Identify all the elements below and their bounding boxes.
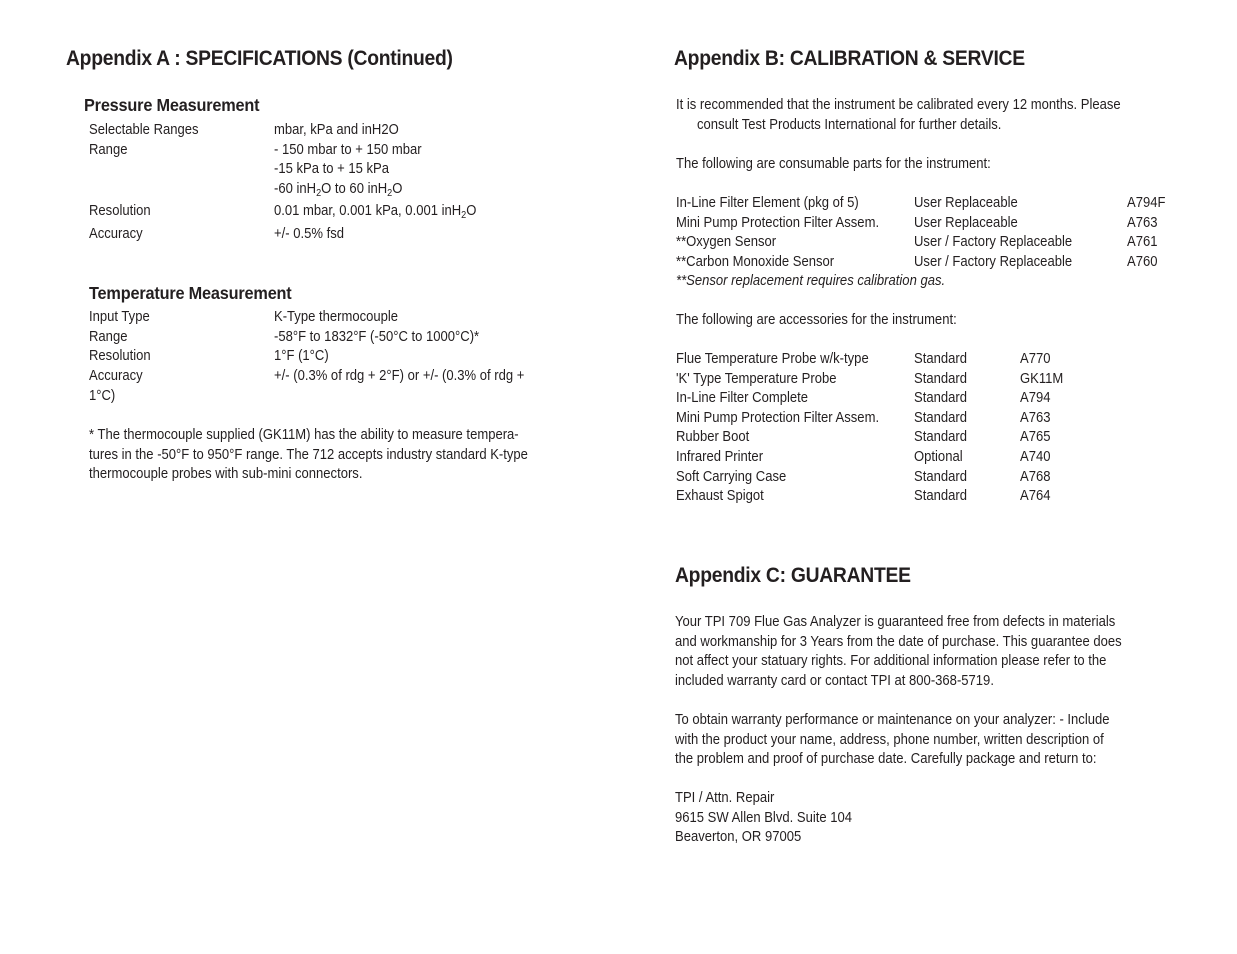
pressure-resolution-value: 0.01 mbar, 0.001 kPa, 0.001 inH$_2$O bbox=[274, 203, 477, 221]
appendix-a-title: Appendix A : SPECIFICATIONS (Continued) bbox=[66, 47, 453, 70]
accessory-part: A770 bbox=[1020, 351, 1051, 367]
temperature-row-label: Resolution bbox=[89, 348, 151, 364]
pressure-accuracy-label: Accuracy bbox=[89, 226, 143, 242]
accessories-intro: The following are accessories for the instrument: bbox=[676, 312, 957, 328]
guarantee-line: the problem and proof of purchase date. Carefully package and return to: bbox=[675, 751, 1097, 768]
accessory-part: A794 bbox=[1020, 390, 1051, 407]
accessory-name: 'K' Type Temperature Probe bbox=[676, 370, 837, 387]
consumable-name: In-Line Filter Element (pkg of 5) bbox=[676, 195, 859, 211]
footnote-line: tures in the -50°F to 950°F range. The 712 accepts industry standard K-type bbox=[89, 446, 528, 463]
consumable-name: **Carbon Monoxide Sensor bbox=[676, 253, 835, 270]
footnote-line: thermocouple probes with sub-mini connectors. bbox=[89, 466, 363, 483]
consumable-part: A761 bbox=[1127, 234, 1158, 251]
consumable-part: A760 bbox=[1127, 253, 1158, 270]
temperature-row-value: 1°F (1°C) bbox=[274, 348, 329, 364]
accessory-type: Standard bbox=[914, 390, 967, 407]
pressure-resolution-label: Resolution bbox=[89, 203, 151, 219]
accessory-name: Mini Pump Protection Filter Assem. bbox=[676, 409, 880, 426]
consumables-note: **Sensor replacement requires calibration gas. bbox=[676, 273, 946, 289]
consumable-part: A794F bbox=[1127, 195, 1166, 211]
calibration-intro-line-1: It is recommended that the instrument be calibrated every 12 months. Please bbox=[676, 97, 1121, 113]
appendix-c-title: Appendix C: GUARANTEE bbox=[675, 564, 911, 587]
footnote-line: * The thermocouple supplied (GK11M) has the ability to measure tempera- bbox=[89, 427, 519, 443]
accessory-part: GK11M bbox=[1020, 370, 1064, 387]
temperature-row-label: Input Type bbox=[89, 309, 150, 325]
consumable-part: A763 bbox=[1127, 214, 1158, 231]
accessory-part: A740 bbox=[1020, 449, 1051, 465]
address-line: Beaverton, OR 97005 bbox=[675, 829, 802, 846]
address-line: 9615 SW Allen Blvd. Suite 104 bbox=[675, 809, 853, 826]
accessory-name: Exhaust Spigot bbox=[676, 488, 764, 505]
consumable-type: User / Factory Replaceable bbox=[914, 234, 1073, 251]
pressure-range-value-1: - 150 mbar to + 150 mbar bbox=[274, 142, 422, 158]
accessory-part: A764 bbox=[1020, 488, 1051, 505]
appendix-b-title: Appendix B: CALIBRATION & SERVICE bbox=[674, 47, 1025, 70]
left-page bbox=[0, 0, 618, 954]
accessory-name: Soft Carrying Case bbox=[676, 468, 787, 485]
temperature-accuracy-wrap: 1°C) bbox=[89, 388, 116, 404]
accessory-type: Standard bbox=[914, 370, 967, 387]
accessory-name: Infrared Printer bbox=[676, 449, 764, 465]
accessory-type: Standard bbox=[914, 429, 967, 446]
pressure-range-value-2: -15 kPa to + 15 kPa bbox=[274, 161, 389, 177]
accessory-name: Flue Temperature Probe w/k-type bbox=[676, 351, 869, 367]
right-page bbox=[618, 0, 1237, 954]
temperature-row-label: Range bbox=[89, 329, 128, 345]
consumable-type: User Replaceable bbox=[914, 195, 1018, 211]
guarantee-line: Your TPI 709 Flue Gas Analyzer is guaranteed free from defects in materials bbox=[675, 614, 1116, 630]
guarantee-line: included warranty card or contact TPI at 800-368-5719. bbox=[675, 672, 994, 689]
accessory-type: Standard bbox=[914, 488, 967, 505]
temperature-row-label: Accuracy bbox=[89, 368, 143, 384]
pressure-range-label: Range bbox=[89, 142, 128, 158]
consumable-type: User / Factory Replaceable bbox=[914, 253, 1073, 270]
pressure-range-value-3: -60 inH$_2$O to 60 inH$_2$O bbox=[274, 181, 403, 199]
pressure-heading: Pressure Measurement bbox=[84, 95, 260, 115]
address-line: TPI / Attn. Repair bbox=[675, 790, 775, 806]
accessory-type: Standard bbox=[914, 409, 967, 426]
consumable-type: User Replaceable bbox=[914, 214, 1018, 231]
guarantee-line: with the product your name, address, phone number, written description of bbox=[675, 731, 1104, 748]
guarantee-line: not affect your statuary rights. For additional information please refer to the bbox=[675, 653, 1107, 670]
guarantee-line: To obtain warranty performance or maintenance on your analyzer: - Include bbox=[675, 712, 1110, 728]
accessory-type: Standard bbox=[914, 468, 967, 485]
accessory-part: A765 bbox=[1020, 429, 1051, 446]
pressure-accuracy-value: +/- 0.5% fsd bbox=[274, 226, 345, 242]
temperature-row-value: K-Type thermocouple bbox=[274, 309, 399, 325]
accessory-part: A768 bbox=[1020, 468, 1051, 485]
accessory-type: Optional bbox=[914, 449, 963, 465]
accessory-type: Standard bbox=[914, 351, 967, 367]
consumables-intro: The following are consumable parts for the instrument: bbox=[676, 156, 991, 172]
selectable-ranges-label: Selectable Ranges bbox=[89, 122, 199, 138]
guarantee-line: and workmanship for 3 Years from the date of purchase. This guarantee does bbox=[675, 633, 1122, 650]
accessory-part: A763 bbox=[1020, 409, 1051, 426]
accessory-name: Rubber Boot bbox=[676, 429, 750, 446]
consumable-name: **Oxygen Sensor bbox=[676, 234, 777, 251]
temperature-row-value: -58°F to 1832°F (-50°C to 1000°C)* bbox=[274, 329, 480, 345]
selectable-ranges-value: mbar, kPa and inH2O bbox=[274, 122, 399, 138]
temperature-row-value: +/- (0.3% of rdg + 2°F) or +/- (0.3% of rdg + bbox=[274, 368, 525, 384]
accessory-name: In-Line Filter Complete bbox=[676, 390, 809, 407]
temperature-heading: Temperature Measurement bbox=[89, 283, 292, 303]
consumable-name: Mini Pump Protection Filter Assem. bbox=[676, 214, 880, 231]
calibration-intro-line-2: consult Test Products International for further details. bbox=[697, 117, 1002, 133]
